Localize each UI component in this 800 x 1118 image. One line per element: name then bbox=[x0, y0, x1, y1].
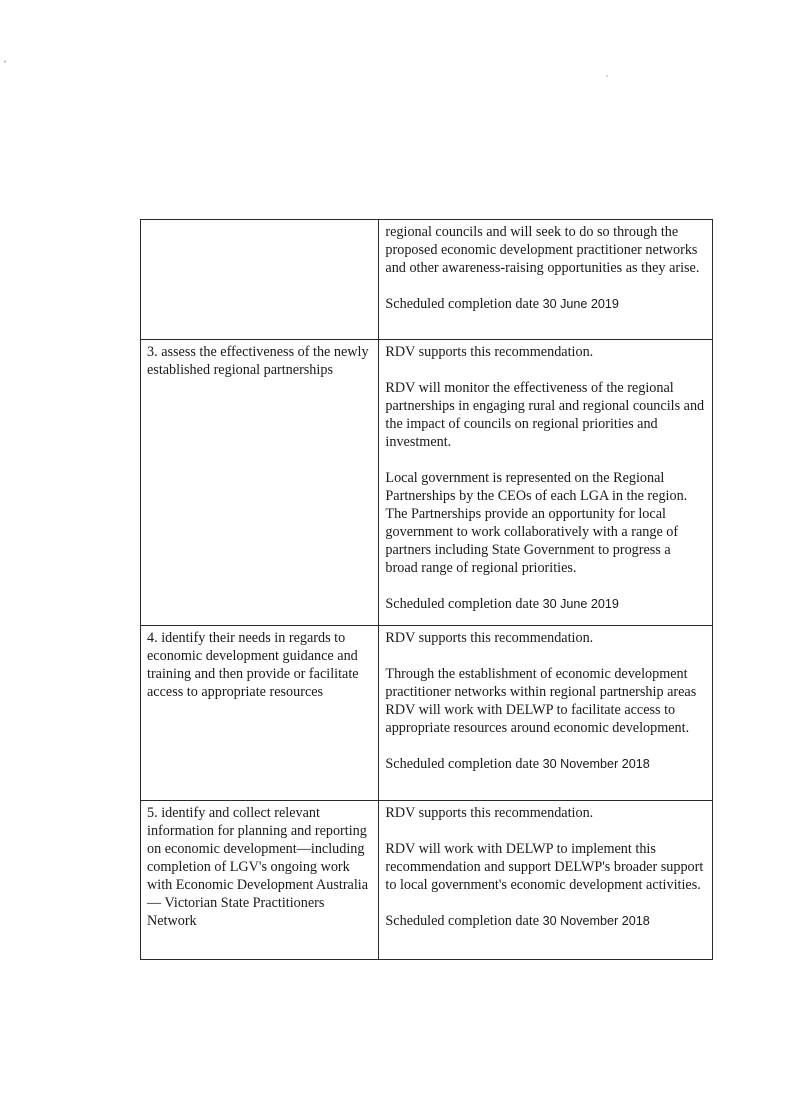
response-cell bbox=[379, 340, 713, 626]
table-row bbox=[141, 220, 713, 340]
schedule-label: Scheduled completion date bbox=[385, 296, 540, 312]
schedule-date: 30 November 2018 bbox=[542, 914, 650, 928]
schedule-label: Scheduled completion date bbox=[385, 596, 540, 612]
recommendation-cell bbox=[141, 220, 379, 340]
scheduled-completion bbox=[385, 912, 706, 930]
scheduled-completion bbox=[385, 295, 706, 313]
response-paragraph: RDV supports this recommendation. bbox=[385, 805, 594, 821]
scheduled-completion bbox=[385, 755, 706, 773]
schedule-date: 30 November 2018 bbox=[542, 757, 650, 771]
scan-speck bbox=[4, 60, 6, 63]
recommendations-table bbox=[140, 219, 713, 960]
recommendation-cell bbox=[141, 340, 379, 626]
response-paragraph: RDV supports this recommendation. bbox=[385, 344, 594, 360]
schedule-date: 30 June 2019 bbox=[542, 597, 619, 611]
recommendation-text: 4. identify their needs in regards to economic development guidance and training and then provide or facilitate access to appropriate resources bbox=[147, 630, 359, 700]
response-paragraph: RDV will monitor the effectiveness of the regional partnerships in engaging rural and regional councils and the impact of councils on regional priorities and investment. bbox=[385, 380, 705, 450]
response-cell bbox=[379, 801, 713, 960]
response-paragraph: Local government is represented on the Regional Partnerships by the CEOs of each LGA in the region. The Partnerships provide an opportunity for local government to work collaboratively with a range of partners including State Government to progress a broad range of regional priorities. bbox=[385, 470, 688, 576]
table-row bbox=[141, 801, 713, 960]
recommendation-text: 3. assess the effectiveness of the newly established regional partnerships bbox=[147, 344, 369, 378]
response-paragraph: regional councils and will seek to do so through the proposed economic development practitioner networks and other awareness-raising opportunities as they arise. bbox=[385, 224, 700, 276]
response-paragraph: Through the establishment of economic development practitioner networks within regional partnership areas RDV will work with DELWP to facilitate access to appropriate resources around economic development. bbox=[385, 666, 697, 736]
recommendation-text: 5. identify and collect relevant information for planning and reporting on economic development—including completion of LGV's ongoing work with Economic Development Australia — Victorian State Practitioners Network bbox=[147, 805, 369, 929]
response-cell bbox=[379, 626, 713, 801]
response-paragraph: RDV will work with DELWP to implement this recommendation and support DELWP's broader support to local government's economic development activities. bbox=[385, 841, 704, 893]
schedule-label: Scheduled completion date bbox=[385, 756, 540, 772]
response-cell bbox=[379, 220, 713, 340]
response-paragraph: RDV supports this recommendation. bbox=[385, 630, 594, 646]
table-row bbox=[141, 626, 713, 801]
recommendation-cell bbox=[141, 626, 379, 801]
schedule-label: Scheduled completion date bbox=[385, 913, 540, 929]
scheduled-completion bbox=[385, 595, 706, 613]
schedule-date: 30 June 2019 bbox=[542, 297, 619, 311]
table-row bbox=[141, 340, 713, 626]
scan-speck bbox=[606, 75, 608, 77]
recommendation-cell bbox=[141, 801, 379, 960]
